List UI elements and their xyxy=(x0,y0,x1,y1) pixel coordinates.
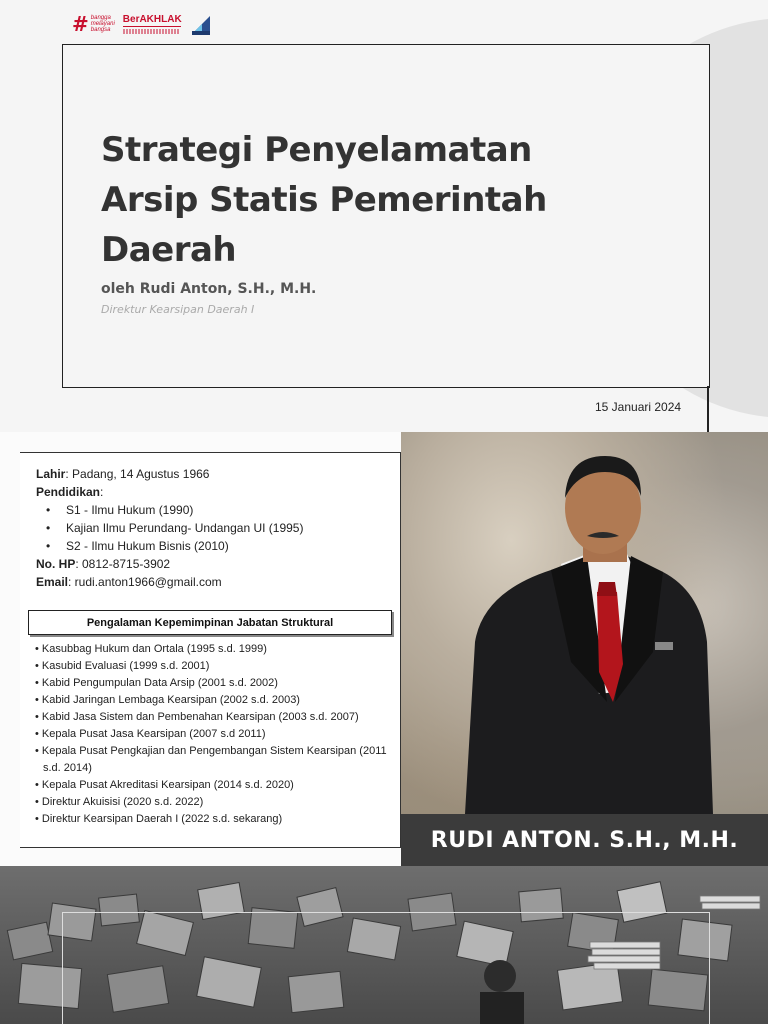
phone-row xyxy=(36,555,303,573)
education-item: • Kajian Ilmu Perundang- Undangan UI (1995) xyxy=(66,519,303,537)
experience-item: • Kabid Pengumpulan Data Arsip (2001 s.d. 2002) xyxy=(35,677,278,689)
birth-row xyxy=(36,465,303,483)
education-label: Pendidikan xyxy=(36,485,101,499)
email-row xyxy=(36,573,303,591)
personal-info xyxy=(36,465,303,591)
phone-value: : 0812-8715-3902 xyxy=(75,557,171,571)
experience-list xyxy=(35,641,395,828)
experience-item: • Kabid Jasa Sistem dan Pembenahan Kearsipan (2003 s.d. 2007) xyxy=(35,711,359,723)
berakhlak-logo xyxy=(123,14,182,34)
birth-label: Lahir xyxy=(36,467,66,481)
experience-heading: Pengalaman Kepemimpinan Jabatan Struktural xyxy=(28,610,392,635)
presentation-title: Strategi Penyelamatan Arsip Statis Pemerintah Daerah xyxy=(101,130,547,270)
berakhlak-wordmark: BerAKHLAK xyxy=(122,14,182,25)
anri-logo-icon xyxy=(190,12,212,36)
presenter-role: Direktur Kearsipan Daerah I xyxy=(101,303,255,316)
education-row: Pendidikan: xyxy=(36,485,104,499)
bangga-melayani-bangsa-logo xyxy=(72,14,115,34)
name-banner-text: RUDI ANTON. S.H., M.H. xyxy=(430,827,739,853)
experience-item: • Kepala Pusat Jasa Kearsipan (2007 s.d 2011) xyxy=(35,728,266,740)
melayani-text: melayani xyxy=(90,21,115,27)
frame-edge-line xyxy=(707,386,709,432)
title-slide xyxy=(0,0,768,432)
experience-item: • Direktur Akuisisi (2020 s.d. 2022) xyxy=(35,796,204,808)
name-banner xyxy=(401,814,768,866)
experience-item: • Kasubid Evaluasi (1999 s.d. 2001) xyxy=(35,660,210,672)
experience-item: • Kasubbag Hukum dan Ortala (1995 s.d. 1999) xyxy=(35,643,267,655)
education-item: • S2 - Ilmu Hukum Bisnis (2010) xyxy=(66,537,303,555)
email-value: : rudi.anton1966@gmail.com xyxy=(68,575,222,589)
portrait-photo xyxy=(401,432,768,866)
portrait-figure xyxy=(401,432,768,814)
hashtag-icon: # xyxy=(72,12,89,36)
title-frame xyxy=(62,44,710,388)
bangsa-text: bangsa xyxy=(90,27,111,33)
experience-item: • Direktur Kearsipan Daerah I (2022 s.d. sekarang) xyxy=(35,813,283,825)
experience-item: • Kepala Pusat Akreditasi Kearsipan (2014 s.d. 2020) xyxy=(35,779,294,791)
logo-strip xyxy=(72,10,212,38)
experience-item: • Kepala Pusat Pengkajian dan Pengembangan Sistem Kearsipan (2011 s.d. 2014) xyxy=(35,745,387,774)
experience-item: • Kabid Jaringan Lembaga Kearsipan (2002 s.d. 2003) xyxy=(35,694,300,706)
bangga-text: bangga xyxy=(90,15,111,21)
presentation-date: 15 Januari 2024 xyxy=(595,400,682,414)
archive-photo-slide xyxy=(0,866,768,1024)
presenter-name: oleh Rudi Anton, S.H., M.H. xyxy=(101,281,317,297)
slide3-frame xyxy=(62,912,710,1024)
birth-value: : Padang, 14 Agustus 1966 xyxy=(65,467,210,481)
phone-label: No. HP xyxy=(36,557,76,571)
education-item: • S1 - Ilmu Hukum (1990) xyxy=(66,501,303,519)
profile-slide xyxy=(0,432,768,866)
email-label: Email xyxy=(36,575,69,589)
education-list xyxy=(36,501,303,555)
